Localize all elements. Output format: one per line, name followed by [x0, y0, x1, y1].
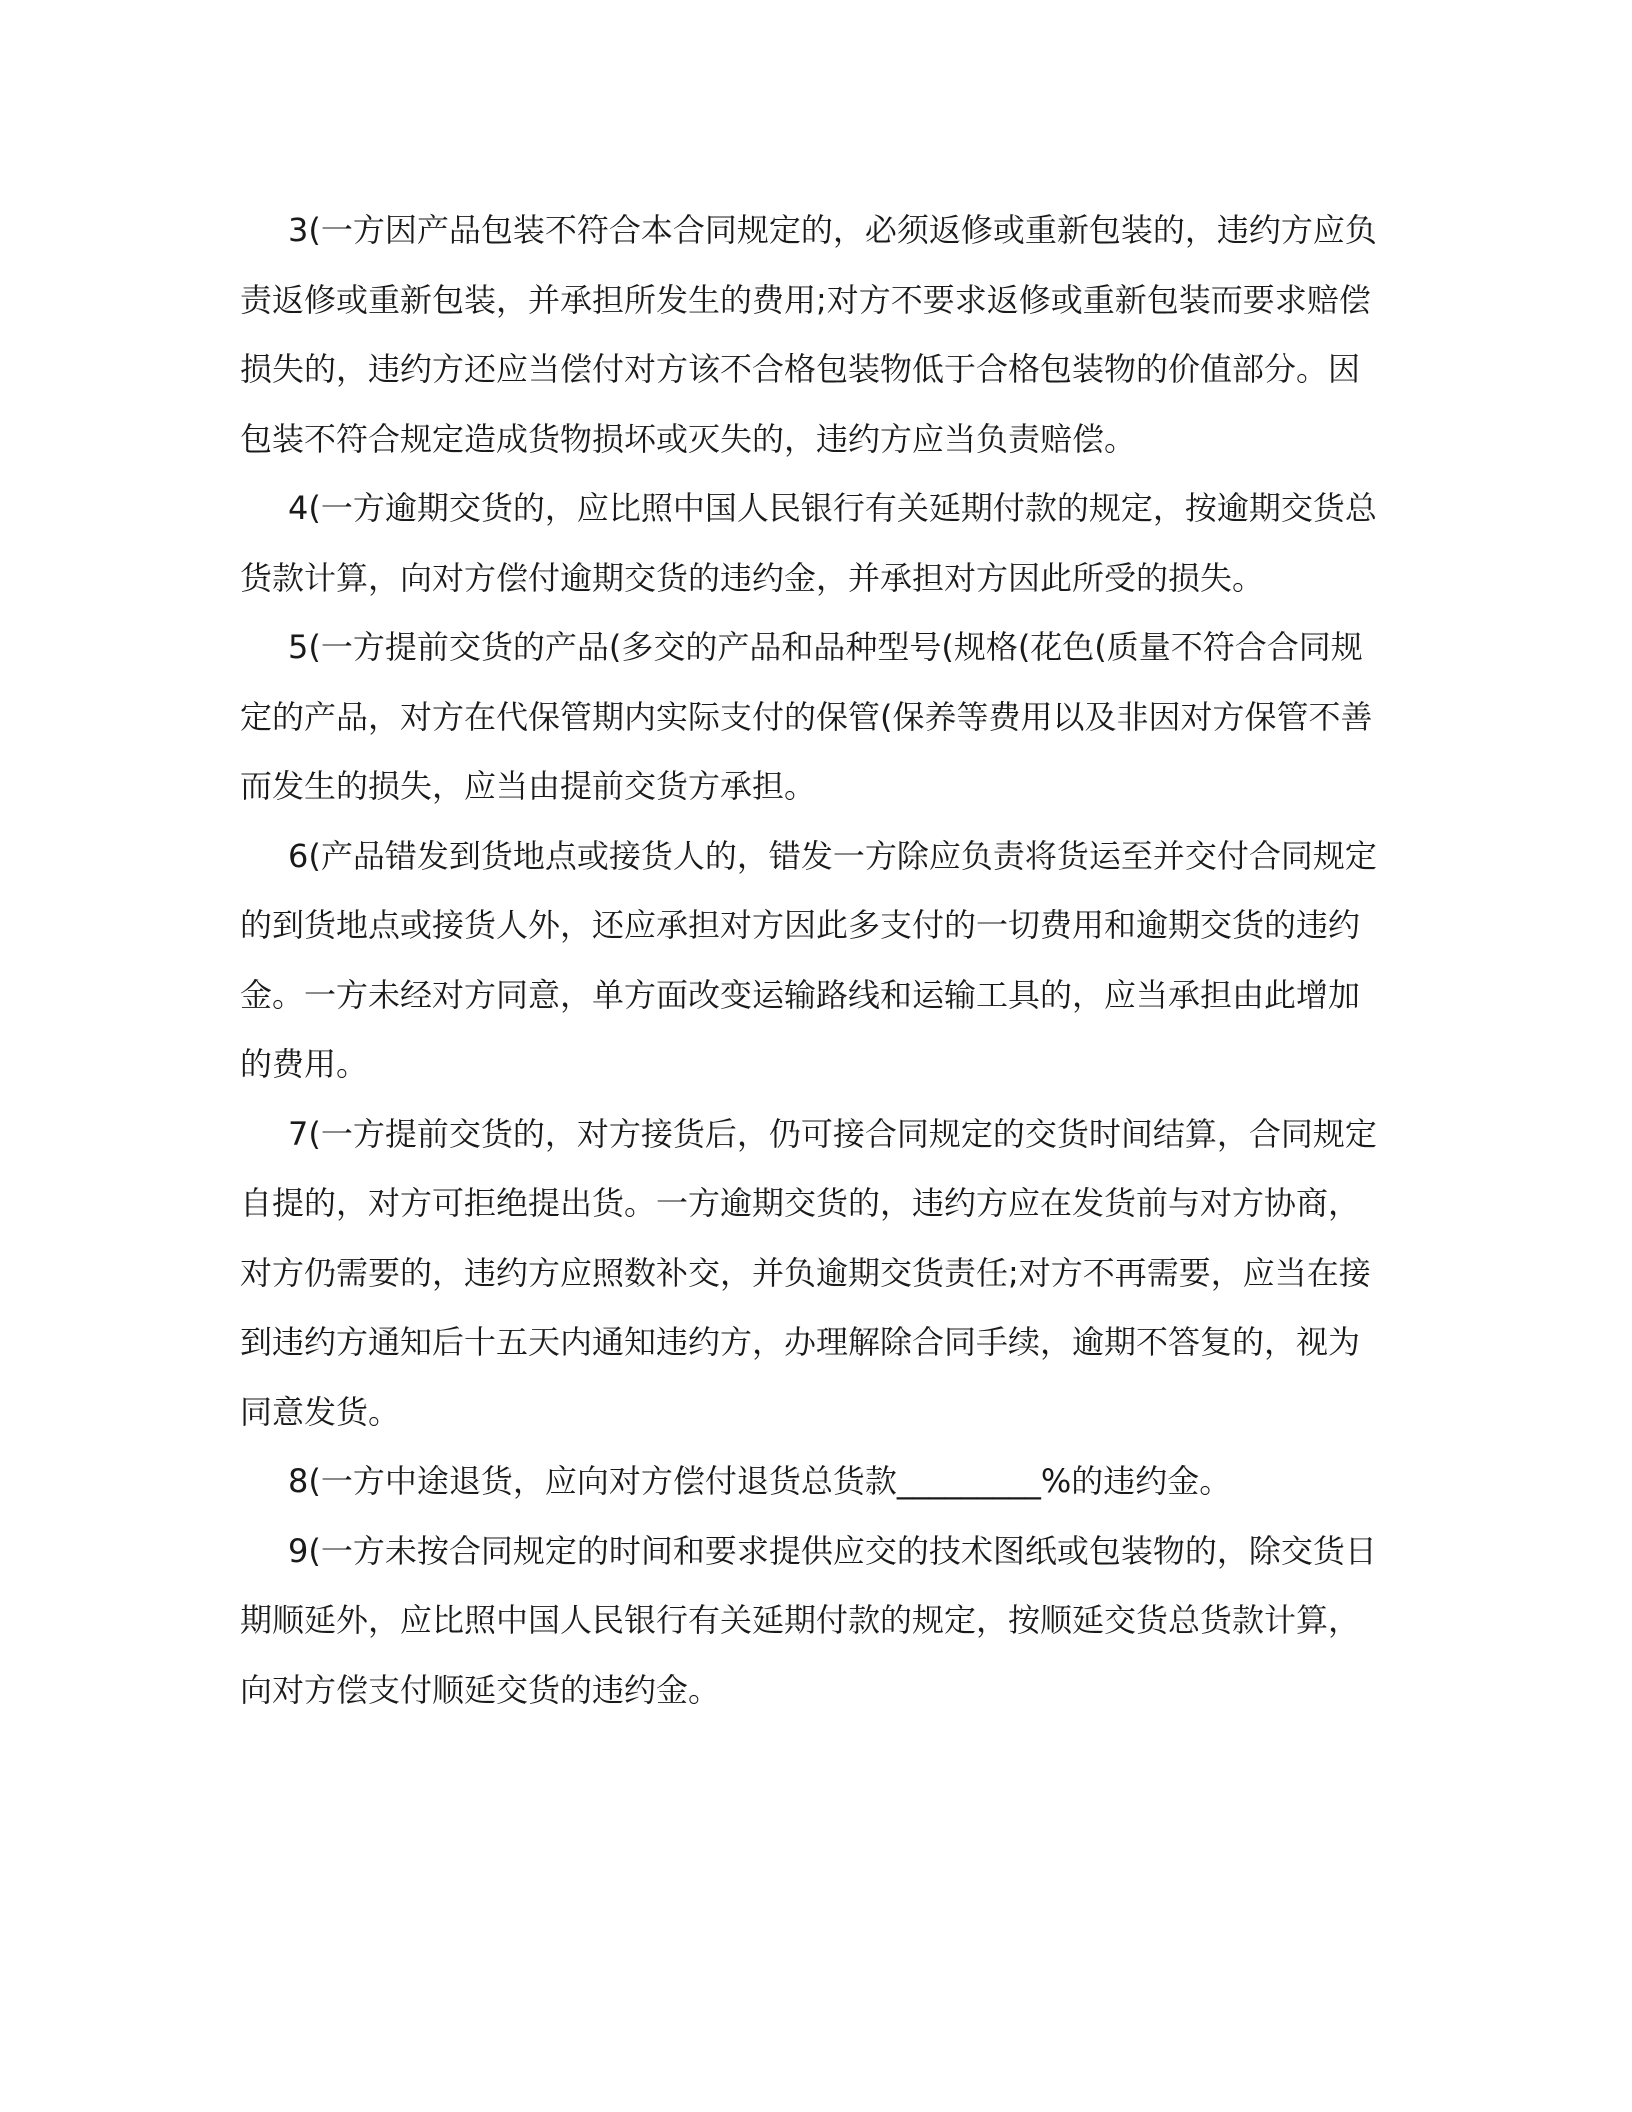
paragraph-7: 7(一方提前交货的，对方接货后，仍可接合同规定的交货时间结算，合同规定自提的，对方可拒绝提出货。一方逾期交货的，违约方应在发货前与对方协商，对方仍需要的，违约方应照数补交，并负逾期交货责任;对方不再需要，应当在接到违约方通知后十五天内通知违约方，办理解除合同手续，逾期不答复的，视为同意发货。: [240, 1114, 1377, 1431]
paragraph-3: 3(一方因产品包装不符合本合同规定的，必须返修或重新包装的，违约方应负责返修或重新包装，并承担所发生的费用;对方不要求返修或重新包装而要求赔偿损失的，违约方还应当偿付对方该不合格包装物低于合格包装物的价值部分。因包装不符合规定造成货物损坏或灭失的，违约方应当负责赔偿。: [240, 211, 1377, 458]
document-body: [240, 196, 1386, 1725]
paragraph-6: 6(产品错发到货地点或接货人的，错发一方除应负责将货运至并交付合同规定的到货地点或接货人外，还应承担对方因此多支付的一切费用和逾期交货的违约金。一方未经对方同意，单方面改变运输路线和运输工具的，应当承担由此增加的费用。: [240, 836, 1377, 1083]
paragraph-4: 4(一方逾期交货的，应比照中国人民银行有关延期付款的规定，按逾期交货总货款计算，向对方偿付逾期交货的违约金，并承担对方因此所受的损失。: [240, 489, 1377, 597]
paragraph-9: 9(一方未按合同规定的时间和要求提供应交的技术图纸或包装物的，除交货日期顺延外，应比照中国人民银行有关延期付款的规定，按顺延交货总货款计算，向对方偿支付顺延交货的违约金。: [240, 1531, 1377, 1709]
paragraph-8: 8(一方中途退货，应向对方偿付退货总货款_________%的违约金。: [288, 1462, 1232, 1500]
paragraph-5: 5(一方提前交货的产品(多交的产品和品种型号(规格(花色(质量不符合合同规定的产品，对方在代保管期内实际支付的保管(保养等费用以及非因对方保管不善而发生的损失，应当由提前交货方承担。: [240, 628, 1373, 805]
